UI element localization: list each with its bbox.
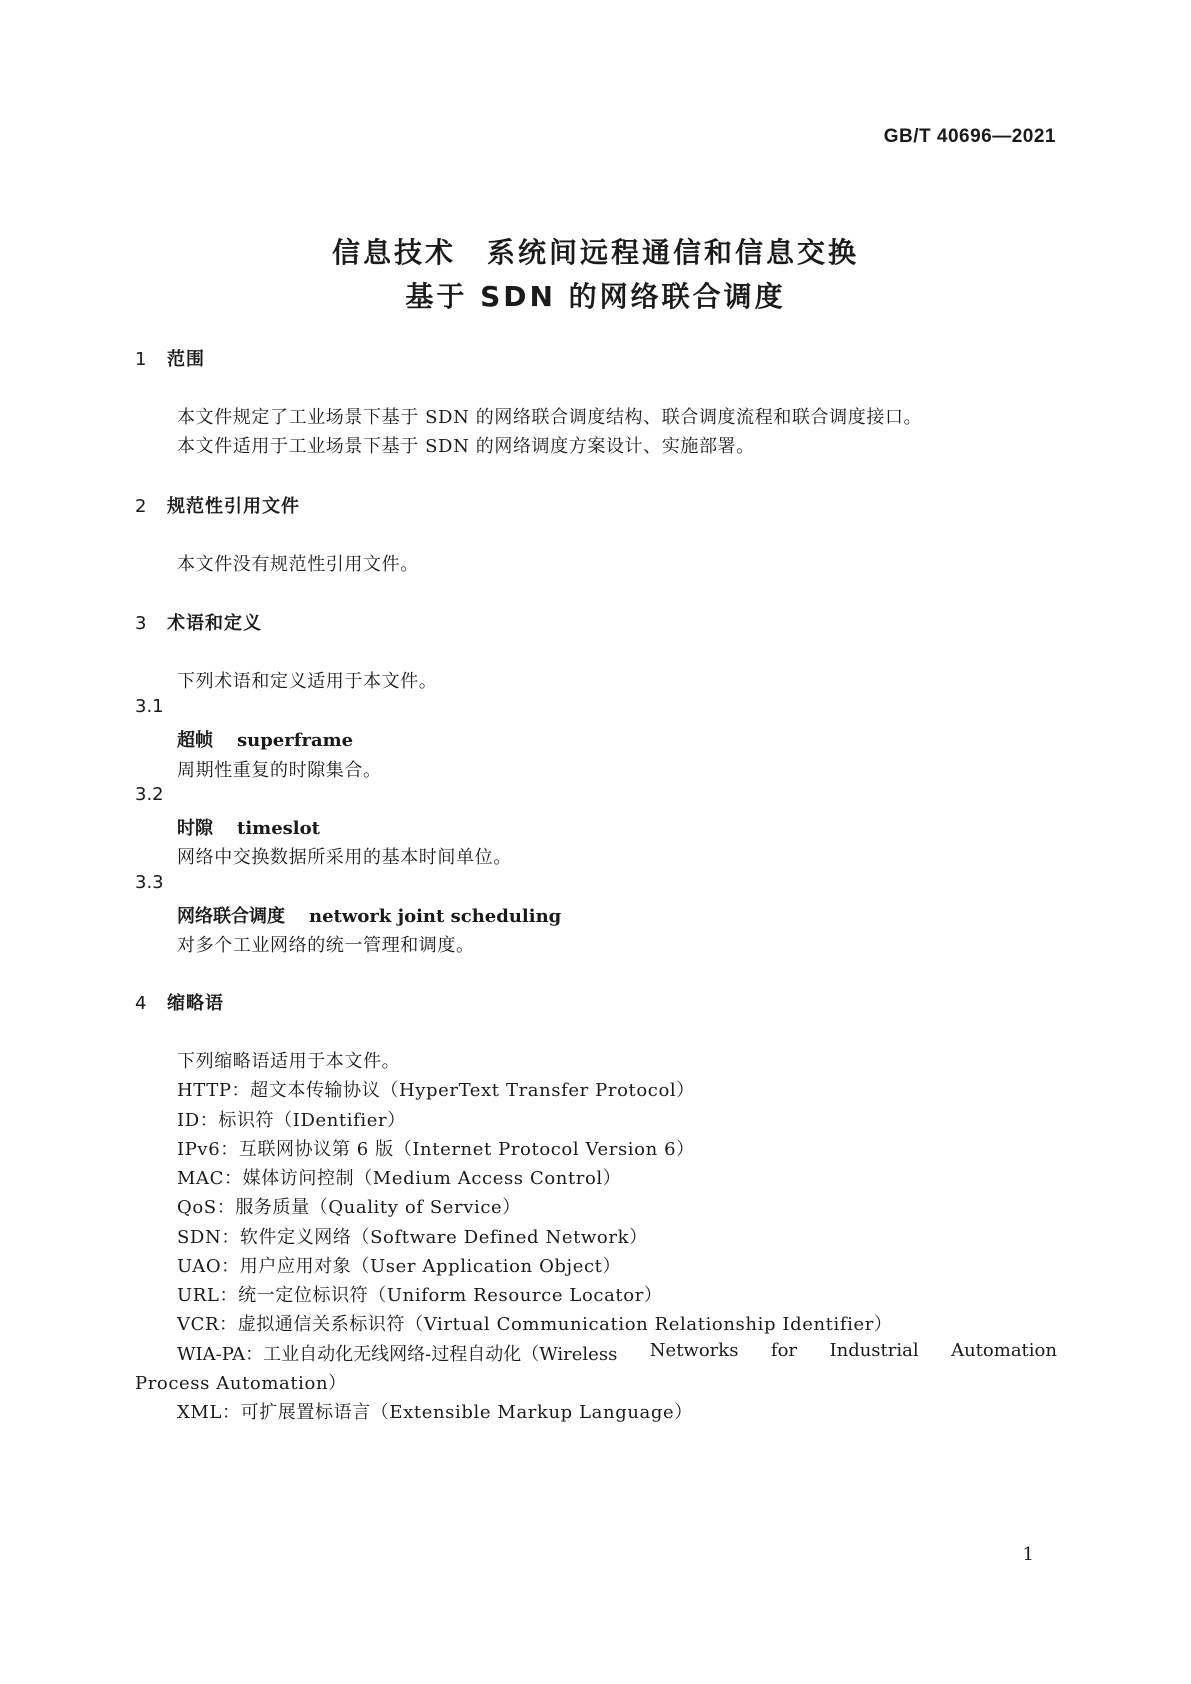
section-title: 术语和定义	[167, 613, 262, 634]
term-en: superframe	[237, 730, 354, 751]
justified-word: Networks	[649, 1340, 739, 1361]
term-en: network joint scheduling	[309, 906, 562, 927]
abbreviation-continuation: Process Automation）	[135, 1373, 347, 1394]
term-definition: 周期性重复的时隙集合。	[177, 760, 382, 781]
term-definition: 对多个工业网络的统一管理和调度。	[177, 935, 475, 956]
term-number: 3.3	[135, 872, 164, 893]
justified-word: for	[770, 1340, 798, 1361]
section-1-heading	[135, 345, 205, 371]
abbreviation-item: IPv6：互联网协议第 6 版（Internet Protocol Version 6）	[177, 1139, 695, 1160]
justified-word: Automation	[951, 1340, 1057, 1361]
justified-word: WIA-PA：工业自动化无线网络-过程自动化（Wireless	[177, 1344, 618, 1365]
abbreviation-item: XML：可扩展置标语言（Extensible Markup Language）	[177, 1402, 693, 1423]
section-title: 缩略语	[167, 993, 224, 1014]
term-zh: 网络联合调度	[177, 906, 285, 927]
abbreviation-item: URL：统一定位标识符（Uniform Resource Locator）	[177, 1285, 663, 1306]
justified-word: Industrial	[829, 1340, 919, 1361]
paragraph: 下列术语和定义适用于本文件。	[177, 671, 438, 692]
paragraph: 下列缩略语适用于本文件。	[177, 1051, 401, 1072]
term-number: 3.2	[135, 784, 164, 805]
section-3-heading	[135, 609, 262, 635]
abbreviation-item: MAC：媒体访问控制（Medium Access Control）	[177, 1168, 622, 1189]
abbreviation-item: QoS：服务质量（Quality of Service）	[177, 1197, 521, 1218]
page-number: 1	[1022, 1544, 1034, 1565]
standard-number: GB/T 40696—2021	[883, 126, 1056, 147]
abbreviation-item-wia-pa	[177, 1340, 1057, 1366]
paragraph: 本文件没有规范性引用文件。	[177, 554, 419, 575]
term-heading	[177, 902, 561, 928]
term-zh: 时隙	[177, 818, 213, 839]
section-number: 2	[135, 496, 148, 517]
abbreviation-item: UAO：用户应用对象（User Application Object）	[177, 1256, 622, 1277]
abbreviation-item: HTTP：超文本传输协议（HyperText Transfer Protocol）	[177, 1080, 695, 1101]
section-number: 1	[135, 349, 148, 370]
term-heading	[177, 726, 353, 752]
abbreviation-item: VCR：虚拟通信关系标识符（Virtual Communication Relationship Identifier）	[177, 1314, 893, 1335]
term-zh: 超帧	[177, 730, 213, 751]
paragraph: 本文件适用于工业场景下基于 SDN 的网络调度方案设计、实施部署。	[177, 436, 755, 457]
term-heading	[177, 814, 320, 840]
document-title-line-2: 基于 SDN 的网络联合调度	[405, 280, 786, 313]
document-title-line-1: 信息技术 系统间远程通信和信息交换	[331, 236, 859, 269]
term-number: 3.1	[135, 696, 164, 717]
paragraph: 本文件规定了工业场景下基于 SDN 的网络联合调度结构、联合调度流程和联合调度接口。	[177, 407, 923, 428]
term-definition: 网络中交换数据所采用的基本时间单位。	[177, 847, 512, 868]
section-2-heading	[135, 492, 300, 518]
section-number: 4	[135, 993, 148, 1014]
section-4-heading	[135, 989, 224, 1015]
section-title: 规范性引用文件	[167, 496, 300, 517]
section-number: 3	[135, 613, 148, 634]
abbreviation-item: ID：标识符（IDentifier）	[177, 1110, 406, 1131]
section-title: 范围	[167, 349, 205, 370]
abbreviation-item: SDN：软件定义网络（Software Defined Network）	[177, 1227, 648, 1248]
term-en: timeslot	[237, 818, 320, 839]
